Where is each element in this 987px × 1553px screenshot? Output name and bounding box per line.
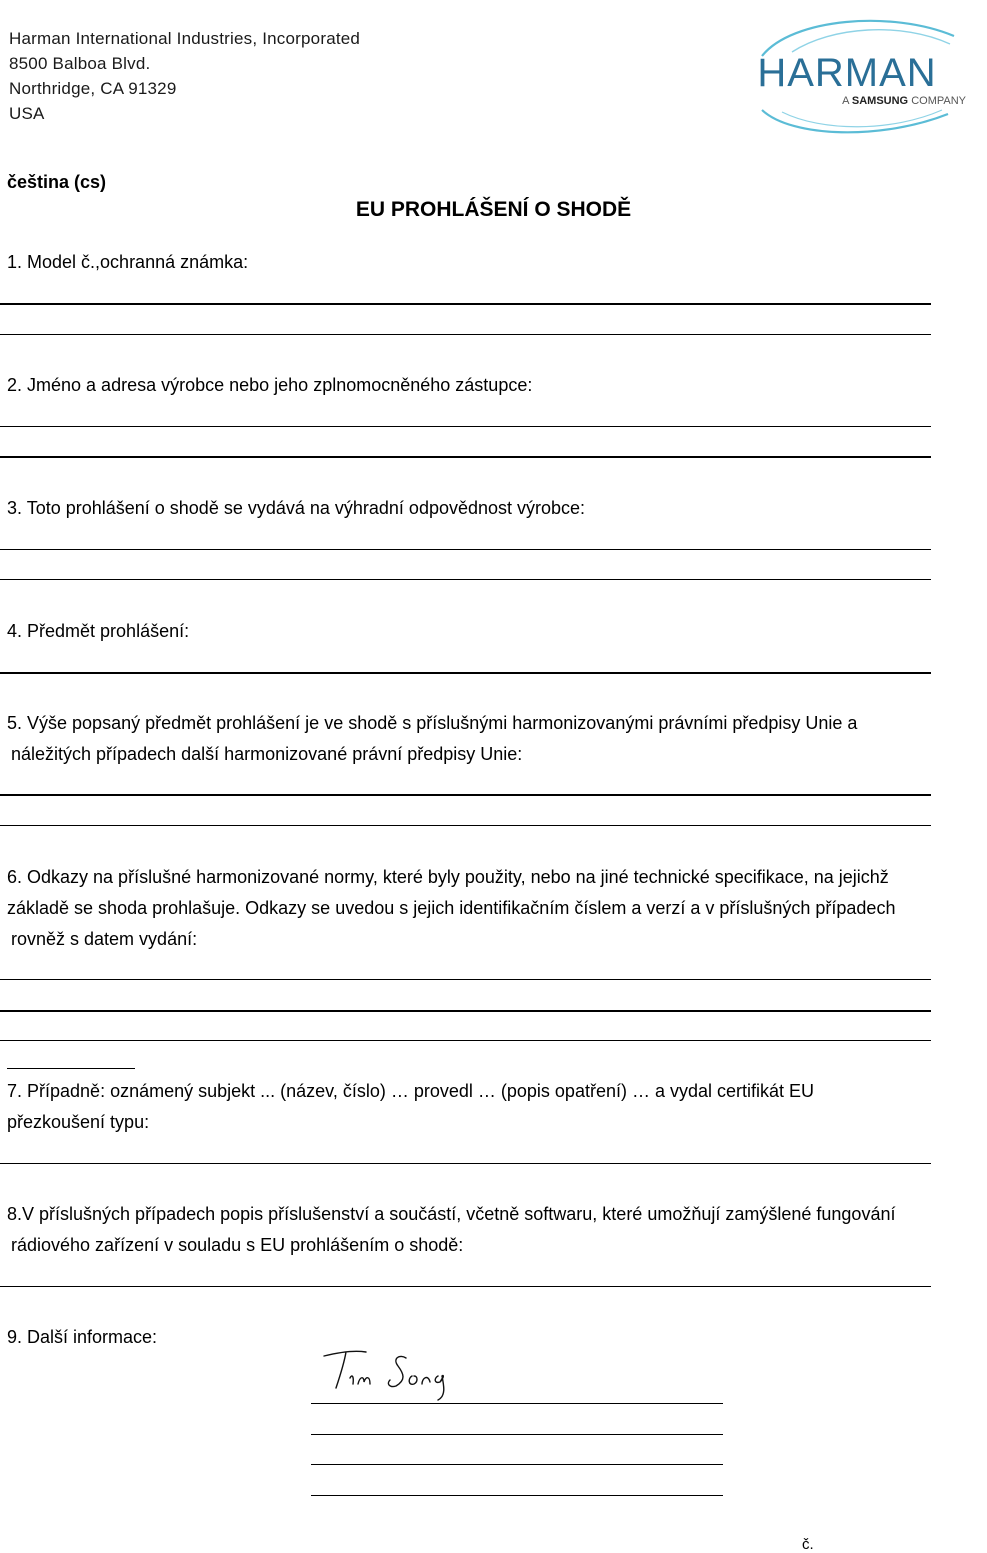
fill-line [0, 672, 931, 674]
address-line: 8500 Balboa Blvd. [9, 54, 151, 73]
footnote-rule [7, 1068, 135, 1069]
section-9-line: 9. Další informace: [7, 1327, 158, 1347]
section-5-line: 5. Výše popsaný předmět prohlášení je ve shodě s příslušnými harmonizovanými právními předpisy Unie a [7, 713, 858, 733]
fill-line [0, 1286, 931, 1287]
section-3-label [7, 493, 585, 524]
section-5-label [7, 708, 857, 770]
section-4-label [7, 616, 189, 647]
logo-swoosh-top-inner [792, 30, 950, 52]
fill-line [0, 794, 931, 796]
section-6-line: základě se shoda prohlašuje. Odkazy se uvedou s jejich identifikačním číslem a verzí a v příslušných případech [7, 898, 896, 918]
address-line: Northridge, CA 91329 [9, 79, 177, 98]
logo-tagline: A SAMSUNG COMPANY [842, 95, 966, 107]
fill-line [0, 1040, 931, 1041]
fill-line [0, 426, 931, 427]
section-6-label [7, 862, 895, 955]
company-address [9, 26, 360, 126]
section-1-line: 1. Model č.,ochranná známka: [7, 252, 249, 272]
section-5-line: náležitých případech další harmonizované právní předpisy Unie: [11, 744, 523, 764]
title-line [311, 1464, 723, 1465]
fill-line [0, 979, 931, 980]
signature [320, 1344, 470, 1404]
section-7-line: přezkoušení typu: [7, 1112, 150, 1132]
section-7-line: 7. Případně: oznámený subjekt ... (název, číslo) … provedl … (popis opatření) … a vydal certifikát EU [7, 1081, 815, 1101]
section-6-line: rovněž s datem vydání: [11, 929, 198, 949]
fill-line [0, 1163, 931, 1164]
fill-line [0, 1010, 931, 1012]
signature-stroke [324, 1351, 444, 1400]
date-line [311, 1495, 723, 1496]
section-9-label [7, 1322, 157, 1353]
page-number: č. [802, 1536, 814, 1553]
section-4-line: 4. Předmět prohlášení: [7, 621, 190, 641]
fill-line [0, 825, 931, 826]
section-2-line: 2. Jméno a adresa výrobce nebo jeho zplnomocněného zástupce: [7, 375, 533, 395]
section-8-line: 8.V příslušných případech popis příslušenství a součástí, včetně softwaru, které umožňují zamýšlené fungování [7, 1204, 896, 1224]
section-1-label [7, 247, 248, 278]
signature-line [311, 1403, 723, 1404]
address-line: Harman International Industries, Incorporated [9, 29, 361, 48]
name-line [311, 1434, 723, 1435]
section-2-label [7, 370, 532, 401]
section-3-line: 3. Toto prohlášení o shodě se vydává na výhradní odpovědnost výrobce: [7, 498, 586, 518]
logo-wordmark: HARMAN [757, 51, 937, 95]
section-8-label [7, 1199, 895, 1261]
fill-line [0, 456, 931, 458]
section-7-label [7, 1076, 814, 1138]
harman-logo [722, 14, 972, 139]
fill-line [0, 303, 931, 305]
language-label: čeština (cs) [7, 172, 107, 192]
address-line: USA [9, 104, 45, 123]
fill-line [0, 579, 931, 580]
section-6-line: 6. Odkazy na příslušné harmonizované normy, které byly použity, nebo na jiné technické specifikace, na jejichž [7, 867, 889, 887]
fill-line [0, 549, 931, 550]
document-title: EU PROHLÁŠENÍ O SHODĚ [355, 198, 632, 221]
logo-swoosh-bottom [762, 110, 948, 132]
section-8-line: rádiového zařízení v souladu s EU prohlášením o shodě: [11, 1235, 464, 1255]
fill-line [0, 334, 931, 335]
